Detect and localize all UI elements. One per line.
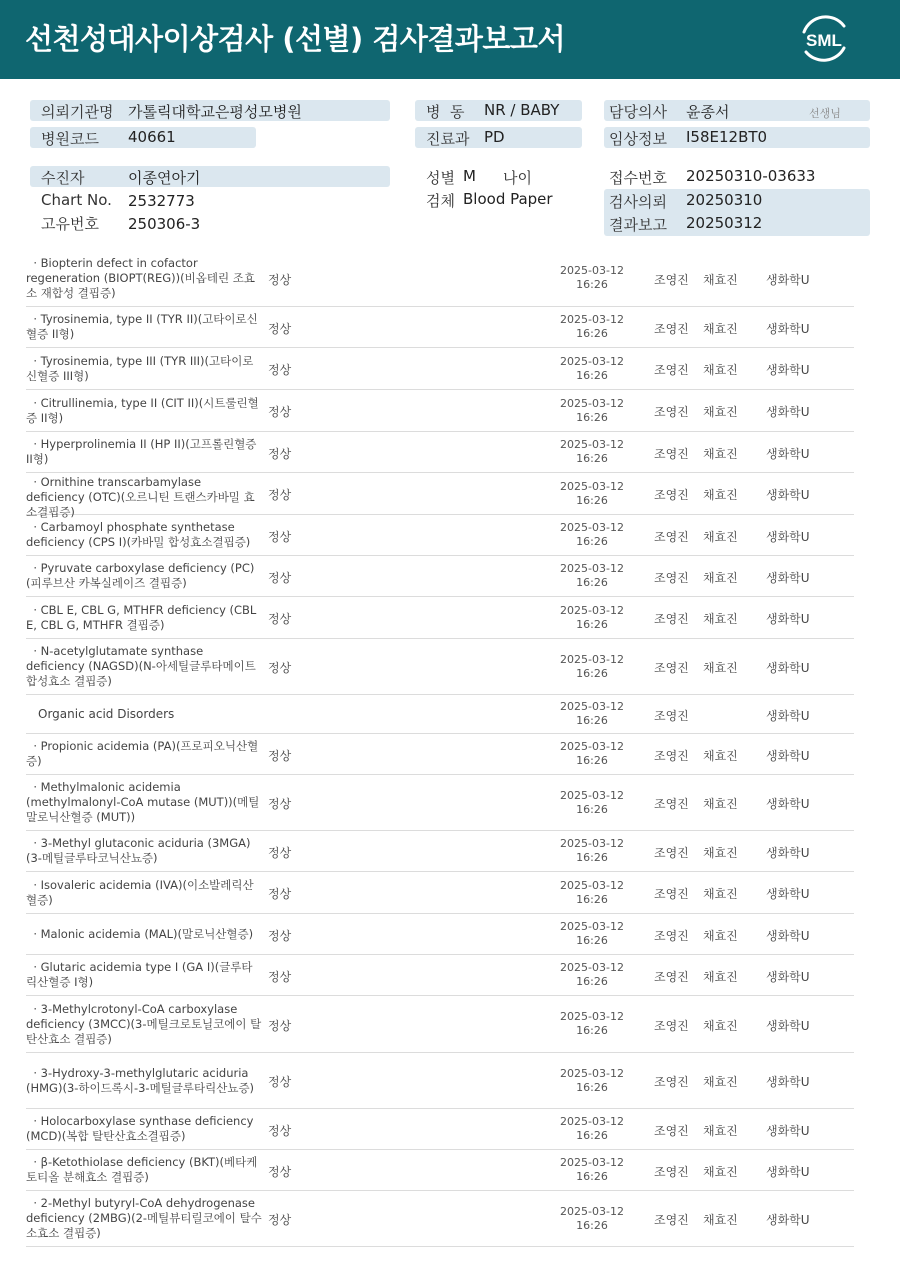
department-code: 생화학U xyxy=(766,1019,810,1033)
test-result: 정상 xyxy=(268,749,292,763)
hospital-code-value: 40661 xyxy=(128,128,176,146)
test-result: 정상 xyxy=(268,488,292,502)
report-value: 20250312 xyxy=(686,214,763,232)
department-code: 생화학U xyxy=(766,322,810,336)
institution-value: 가톨릭대학교은평성모병원 xyxy=(128,103,302,121)
test-time: 16:26 xyxy=(576,851,608,864)
test-datetime xyxy=(552,1067,632,1095)
verifier-name: 조영진 xyxy=(654,1165,689,1179)
verifier-name: 조영진 xyxy=(654,612,689,626)
sex-label: 성별 xyxy=(426,169,455,187)
clinical-value: I58E12BT0 xyxy=(686,128,768,146)
collector-name: 채효진 xyxy=(703,749,738,763)
test-datetime xyxy=(552,480,632,508)
doctor-value: 윤종서 xyxy=(686,103,730,121)
test-time: 16:26 xyxy=(576,975,608,988)
test-name: · Citrullinemia, type II (CIT II)(시트룰린혈증 II형) xyxy=(26,396,259,425)
test-date: 2025-03-12 xyxy=(560,837,624,850)
test-result: 정상 xyxy=(268,1019,292,1033)
verifier-name: 조영진 xyxy=(654,447,689,461)
department-code: 생화학U xyxy=(766,1124,810,1138)
department-code: 생화학U xyxy=(766,1075,810,1089)
table-row xyxy=(26,1053,854,1109)
verifier-name: 조영진 xyxy=(654,405,689,419)
test-time: 16:26 xyxy=(576,411,608,424)
ward-value: NR / BABY xyxy=(484,101,560,119)
chart-label: Chart No. xyxy=(41,191,112,209)
test-result: 정상 xyxy=(268,612,292,626)
sml-logo xyxy=(796,12,852,66)
verifier-name: 조영진 xyxy=(654,1124,689,1138)
collector-name: 채효진 xyxy=(703,405,738,419)
test-time: 16:26 xyxy=(576,327,608,340)
test-time: 16:26 xyxy=(576,1170,608,1183)
results-table xyxy=(26,250,854,1247)
test-name: · Carbamoyl phosphate synthetase deficiency (CPS I)(카바밀 합성효소결핍증) xyxy=(26,520,251,549)
collector-name: 채효진 xyxy=(703,887,738,901)
receipt-value: 20250310-03633 xyxy=(686,167,816,185)
verifier-name: 조영진 xyxy=(654,363,689,377)
test-name: · Tyrosinemia, type II (TYR II)(고타이로신혈증 II형) xyxy=(26,312,258,341)
test-datetime xyxy=(552,264,632,292)
test-name: · Glutaric acidemia type I (GA I)(글루타릭산혈증 I형) xyxy=(26,960,253,989)
test-datetime xyxy=(552,355,632,383)
department-code: 생화학U xyxy=(766,749,810,763)
department-code: 생화학U xyxy=(766,530,810,544)
request-label: 검사의뢰 xyxy=(609,193,667,211)
verifier-name: 조영진 xyxy=(654,661,689,675)
test-result: 정상 xyxy=(268,322,292,336)
collector-name: 채효진 xyxy=(703,322,738,336)
department-code: 생화학U xyxy=(766,797,810,811)
verifier-name: 조영진 xyxy=(654,1213,689,1227)
test-datetime xyxy=(552,1205,632,1233)
department-code: 생화학U xyxy=(766,1165,810,1179)
department-code: 생화학U xyxy=(766,929,810,943)
request-value: 20250310 xyxy=(686,191,763,209)
table-row xyxy=(26,1191,854,1247)
test-date: 2025-03-12 xyxy=(560,604,624,617)
department-code: 생화학U xyxy=(766,709,810,723)
test-time: 16:26 xyxy=(576,494,608,507)
table-row xyxy=(26,250,854,307)
specimen-label: 검체 xyxy=(426,192,455,210)
chart-value: 2532773 xyxy=(128,192,195,210)
verifier-name: 조영진 xyxy=(654,846,689,860)
test-datetime xyxy=(552,604,632,632)
test-time: 16:26 xyxy=(576,618,608,631)
test-name: · 3-Methylcrotonyl-CoA carboxylase deficiency (3MCC)(3-메틸크로토닐코에이 탈탄산효소 결핍증) xyxy=(26,1002,262,1046)
table-row xyxy=(26,955,854,996)
collector-name: 채효진 xyxy=(703,1075,738,1089)
verifier-name: 조영진 xyxy=(654,571,689,585)
department-code: 생화학U xyxy=(766,887,810,901)
test-time: 16:26 xyxy=(576,714,608,727)
test-result: 정상 xyxy=(268,363,292,377)
verifier-name: 조영진 xyxy=(654,488,689,502)
collector-name: 채효진 xyxy=(703,488,738,502)
patient-value: 이종연아기 xyxy=(128,169,201,187)
test-name: · β-Ketothiolase deficiency (BKT)(베타케토티올 분해효소 결핍증) xyxy=(26,1155,258,1184)
test-name: · Propionic acidemia (PA)(프로피오닉산혈증) xyxy=(26,739,259,768)
test-datetime xyxy=(552,879,632,907)
test-date: 2025-03-12 xyxy=(560,1010,624,1023)
test-date: 2025-03-12 xyxy=(560,355,624,368)
department-code: 생화학U xyxy=(766,612,810,626)
table-row xyxy=(26,515,854,556)
department-code: 생화학U xyxy=(766,571,810,585)
test-date: 2025-03-12 xyxy=(560,789,624,802)
specimen-value: Blood Paper xyxy=(463,190,553,208)
table-row xyxy=(26,872,854,914)
unique-label: 고유번호 xyxy=(41,215,99,233)
test-time: 16:26 xyxy=(576,576,608,589)
test-date: 2025-03-12 xyxy=(560,920,624,933)
test-result: 정상 xyxy=(268,447,292,461)
test-name: · Biopterin defect in cofactor regeneration (BIOPT(REG))(비옵테린 조효소 재합성 결핍증) xyxy=(26,256,255,300)
test-datetime xyxy=(552,1156,632,1184)
verifier-name: 조영진 xyxy=(654,749,689,763)
verifier-name: 조영진 xyxy=(654,322,689,336)
test-date: 2025-03-12 xyxy=(560,562,624,575)
test-date: 2025-03-12 xyxy=(560,653,624,666)
test-datetime xyxy=(552,521,632,549)
department-code: 생화학U xyxy=(766,363,810,377)
department-code: 생화학U xyxy=(766,970,810,984)
test-time: 16:26 xyxy=(576,893,608,906)
table-row xyxy=(26,1109,854,1150)
test-date: 2025-03-12 xyxy=(560,961,624,974)
test-time: 16:26 xyxy=(576,535,608,548)
test-datetime xyxy=(552,700,632,728)
department-code: 생화학U xyxy=(766,661,810,675)
test-date: 2025-03-12 xyxy=(560,700,624,713)
age-label: 나이 xyxy=(503,169,532,187)
table-row xyxy=(26,348,854,390)
test-name: · Isovaleric acidemia (IVA)(이소발레릭산혈증) xyxy=(26,878,254,907)
test-result: 정상 xyxy=(268,661,292,675)
verifier-name: 조영진 xyxy=(654,273,689,287)
table-row xyxy=(26,597,854,639)
test-name: · N-acetylglutamate synthase deficiency (NAGSD)(N-아세틸글루타메이트 합성효소 결핍증) xyxy=(26,644,260,688)
table-row xyxy=(26,996,854,1053)
test-result: 정상 xyxy=(268,530,292,544)
test-result: 정상 xyxy=(268,273,292,287)
table-row xyxy=(26,556,854,597)
verifier-name: 조영진 xyxy=(654,929,689,943)
test-result: 정상 xyxy=(268,1124,292,1138)
test-date: 2025-03-12 xyxy=(560,1205,624,1218)
test-datetime xyxy=(552,562,632,590)
test-name: · 3-Hydroxy-3-methylglutaric aciduria (HMG)(3-하이드록시-3-메틸글루타릭산뇨증) xyxy=(26,1066,255,1095)
department-code: 생화학U xyxy=(766,273,810,287)
table-row xyxy=(26,734,854,775)
department-code: 생화학U xyxy=(766,405,810,419)
test-datetime xyxy=(552,1010,632,1038)
hospital-code-label: 병원코드 xyxy=(41,130,99,148)
test-name: · Ornithine transcarbamylase deficiency (OTC)(오르니틴 트랜스카바밀 효소결핍증) xyxy=(26,475,255,519)
test-time: 16:26 xyxy=(576,1129,608,1142)
table-row xyxy=(26,775,854,831)
verifier-name: 조영진 xyxy=(654,797,689,811)
test-result: 정상 xyxy=(268,1165,292,1179)
test-name: Organic acid Disorders xyxy=(38,707,175,721)
test-name: · Malonic acidemia (MAL)(말로닉산혈증) xyxy=(26,927,254,941)
test-result: 정상 xyxy=(268,405,292,419)
test-datetime xyxy=(552,1115,632,1143)
table-row xyxy=(26,831,854,872)
test-time: 16:26 xyxy=(576,369,608,382)
test-time: 16:26 xyxy=(576,1081,608,1094)
test-name: · 3-Methyl glutaconic aciduria (3MGA)(3-메틸글루타코닉산뇨증) xyxy=(26,836,251,865)
test-date: 2025-03-12 xyxy=(560,480,624,493)
report-label: 결과보고 xyxy=(609,216,667,234)
test-date: 2025-03-12 xyxy=(560,1156,624,1169)
test-result: 정상 xyxy=(268,571,292,585)
ward-label: 병 동 xyxy=(426,103,465,121)
test-name: · Holocarboxylase synthase deficiency (MCD)(복합 탈탄산효소결핍증) xyxy=(26,1114,258,1143)
test-date: 2025-03-12 xyxy=(560,313,624,326)
doctor-suffix: 선생님 xyxy=(809,107,841,120)
collector-name: 채효진 xyxy=(703,970,738,984)
test-time: 16:26 xyxy=(576,1024,608,1037)
test-date: 2025-03-12 xyxy=(560,521,624,534)
test-name: · Methylmalonic acidemia (methylmalonyl-CoA mutase (MUT))(메틸말로닉산혈증 (MUT)) xyxy=(26,780,260,824)
test-result: 정상 xyxy=(268,797,292,811)
test-date: 2025-03-12 xyxy=(560,1067,624,1080)
table-row xyxy=(26,307,854,348)
test-time: 16:26 xyxy=(576,667,608,680)
collector-name: 채효진 xyxy=(703,530,738,544)
test-time: 16:26 xyxy=(576,934,608,947)
institution-label: 의뢰기관명 xyxy=(41,103,114,121)
test-name: · 2-Methyl butyryl-CoA dehydrogenase deficiency (2MBG)(2-메틸뷰티릴코에이 탈수소효소 결핍증) xyxy=(26,1196,262,1240)
department-code: 생화학U xyxy=(766,1213,810,1227)
test-date: 2025-03-12 xyxy=(560,740,624,753)
test-datetime xyxy=(552,313,632,341)
test-datetime xyxy=(552,653,632,681)
collector-name: 채효진 xyxy=(703,661,738,675)
verifier-name: 조영진 xyxy=(654,1019,689,1033)
test-name: · CBL E, CBL G, MTHFR deficiency (CBL E, CBL G, MTHFR 결핍증) xyxy=(26,603,260,632)
test-result: 정상 xyxy=(268,929,292,943)
collector-name: 채효진 xyxy=(703,1165,738,1179)
test-date: 2025-03-12 xyxy=(560,1115,624,1128)
test-datetime xyxy=(552,789,632,817)
collector-name: 채효진 xyxy=(703,273,738,287)
collector-name: 채효진 xyxy=(703,846,738,860)
collector-name: 채효진 xyxy=(703,1124,738,1138)
collector-name: 채효진 xyxy=(703,363,738,377)
test-time: 16:26 xyxy=(576,803,608,816)
table-row xyxy=(26,695,854,734)
verifier-name: 조영진 xyxy=(654,530,689,544)
verifier-name: 조영진 xyxy=(654,709,689,723)
report-header xyxy=(0,0,900,79)
department-label: 진료과 xyxy=(426,130,470,148)
department-code: 생화학U xyxy=(766,846,810,860)
table-row xyxy=(26,639,854,695)
collector-name: 채효진 xyxy=(703,929,738,943)
logo-text: SML xyxy=(806,31,842,50)
collector-name: 채효진 xyxy=(703,1213,738,1227)
receipt-label: 접수번호 xyxy=(609,169,667,187)
doctor-label: 담당의사 xyxy=(609,103,667,121)
test-name: · Hyperprolinemia II (HP II)(고프롤린혈증 II형) xyxy=(26,437,261,466)
test-time: 16:26 xyxy=(576,754,608,767)
sex-value: M xyxy=(463,167,476,185)
table-row xyxy=(26,390,854,432)
test-datetime xyxy=(552,837,632,865)
test-result: 정상 xyxy=(268,1075,292,1089)
test-date: 2025-03-12 xyxy=(560,264,624,277)
test-datetime xyxy=(552,920,632,948)
test-date: 2025-03-12 xyxy=(560,397,624,410)
test-time: 16:26 xyxy=(576,1219,608,1232)
unique-value: 250306-3 xyxy=(128,215,201,233)
collector-name: 채효진 xyxy=(703,571,738,585)
collector-name: 채효진 xyxy=(703,612,738,626)
table-row xyxy=(26,1150,854,1191)
test-result: 정상 xyxy=(268,846,292,860)
test-date: 2025-03-12 xyxy=(560,438,624,451)
test-datetime xyxy=(552,438,632,466)
department-value: PD xyxy=(484,128,505,146)
test-result: 정상 xyxy=(268,887,292,901)
test-name: · Tyrosinemia, type III (TYR III)(고타이로신혈증 III형) xyxy=(26,354,254,383)
test-result: 정상 xyxy=(268,1213,292,1227)
collector-name: 채효진 xyxy=(703,447,738,461)
patient-label: 수진자 xyxy=(41,169,85,187)
test-time: 16:26 xyxy=(576,278,608,291)
test-datetime xyxy=(552,961,632,989)
test-datetime xyxy=(552,397,632,425)
test-result: 정상 xyxy=(268,970,292,984)
department-code: 생화학U xyxy=(766,488,810,502)
verifier-name: 조영진 xyxy=(654,887,689,901)
table-row xyxy=(26,914,854,955)
department-code: 생화학U xyxy=(766,447,810,461)
collector-name: 채효진 xyxy=(703,797,738,811)
table-row xyxy=(26,432,854,473)
verifier-name: 조영진 xyxy=(654,970,689,984)
test-date: 2025-03-12 xyxy=(560,879,624,892)
report-title: 선천성대사이상검사 (선별) 검사결과보고서 xyxy=(25,22,565,56)
test-name: · Pyruvate carboxylase deficiency (PC)(피루브산 카복실레이즈 결핍증) xyxy=(26,561,255,590)
table-row xyxy=(26,473,854,519)
verifier-name: 조영진 xyxy=(654,1075,689,1089)
test-time: 16:26 xyxy=(576,452,608,465)
collector-name: 채효진 xyxy=(703,1019,738,1033)
clinical-label: 임상정보 xyxy=(609,130,667,148)
test-datetime xyxy=(552,740,632,768)
